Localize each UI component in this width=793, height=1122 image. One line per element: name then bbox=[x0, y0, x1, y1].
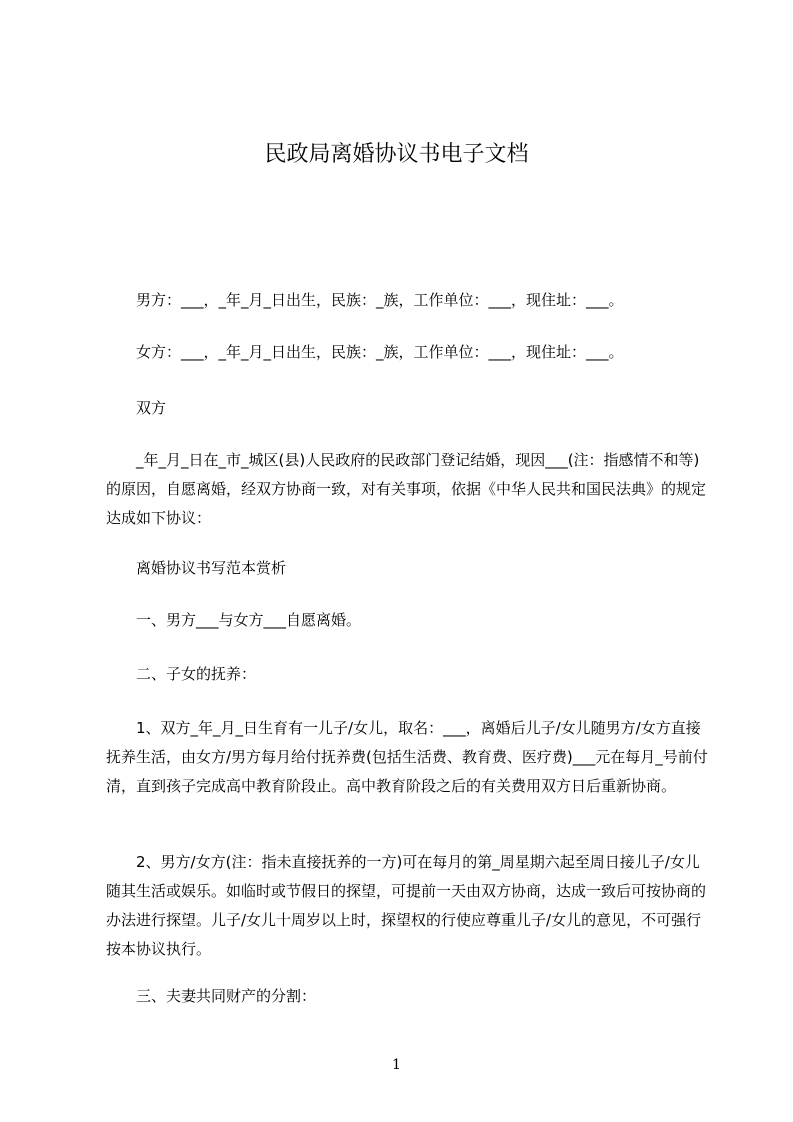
page-number: 1 bbox=[392, 1057, 401, 1073]
document-title: 民政局离婚协议书电子文档 bbox=[264, 142, 529, 167]
paragraph-clause-3-heading: 三、夫妻共同财产的分割： bbox=[136, 987, 317, 1005]
paragraph-child-custody: 1、双方_年_月_日生育有一儿子/女儿，取名：___，离婚后儿子/女儿随男方/女方直接抚养生活，由女方/男方每月给付抚养费(包括生活费、教育费、医疗费)___元在每月_号前付清，直到孩子完成高中教育阶段止。高中教育阶段之后的有关费用双方日后重新协商。 bbox=[106, 719, 708, 795]
paragraph-sample-heading: 离婚协议书写范本赏析 bbox=[136, 559, 287, 577]
paragraph-visitation: 2、男方/女方(注：指未直接抚养的一方)可在每月的第_周星期六起至周日接儿子/女儿随其生活或娱乐。如临时或节假日的探望，可提前一天由双方协商，达成一致后可按协商的办法进行探望。儿子/女儿十周岁以上时，探望权的行使应尊重儿子/女儿的意见，不可强行按本协议执行。 bbox=[106, 853, 707, 958]
paragraph-clause-2-heading: 二、子女的抚养： bbox=[136, 665, 257, 683]
paragraph-clause-1: 一、男方___与女方___自愿离婚。 bbox=[136, 611, 362, 629]
paragraph-marriage-registration: _年_月_日在_市_城区(县)人民政府的民政部门登记结婚，现因___(注：指感情不和等)的原因，自愿离婚，经双方协商一致，对有关事项，依据《中华人民共和国民法典》的规定达成如下协议： bbox=[106, 451, 707, 527]
paragraph-male-party: 男方：___，_年_月_日出生，民族：_族，工作单位：___，现住址：___。 bbox=[136, 291, 624, 309]
paragraph-both-parties: 双方 bbox=[136, 399, 167, 417]
paragraph-female-party: 女方：___，_年_月_日出生，民族：_族，工作单位：___，现住址：___。 bbox=[136, 343, 624, 361]
